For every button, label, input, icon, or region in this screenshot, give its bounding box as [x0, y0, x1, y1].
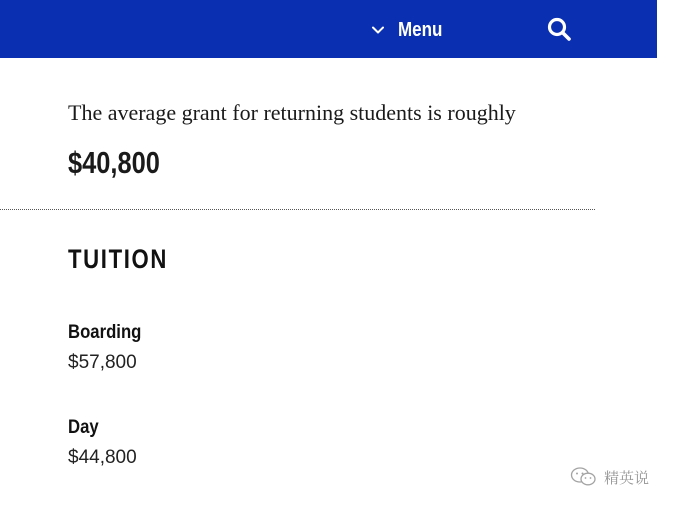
watermark-text: 精英说: [604, 468, 650, 487]
boarding-value: $57,800: [68, 352, 137, 373]
day-value: $44,800: [68, 447, 137, 468]
boarding-label: Boarding: [68, 322, 142, 343]
chevron-down-icon: [370, 22, 386, 38]
day-label: Day: [68, 417, 99, 438]
section-divider: [0, 209, 595, 210]
watermark: [570, 466, 649, 488]
menu-button[interactable]: [370, 16, 450, 44]
menu-label: Menu: [398, 18, 443, 41]
search-icon[interactable]: [546, 16, 572, 42]
tuition-heading: TUITION: [68, 244, 169, 274]
average-grant-text: The average grant for returning students is roughly: [68, 100, 516, 125]
top-navigation-bar: [0, 0, 657, 58]
average-grant-amount: $40,800: [68, 145, 160, 180]
wechat-logo-icon: [570, 466, 598, 488]
average-grant-statement: [68, 88, 608, 191]
